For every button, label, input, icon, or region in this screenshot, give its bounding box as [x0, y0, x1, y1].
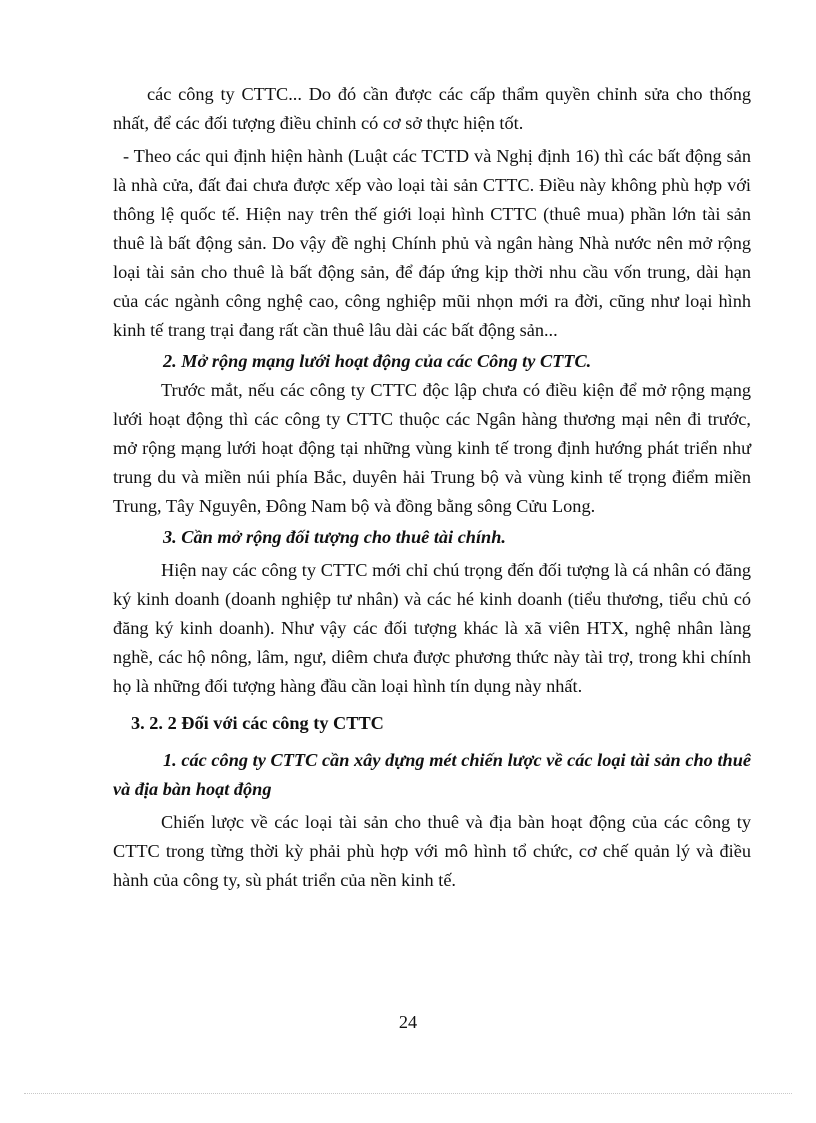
- page-body: [113, 80, 751, 895]
- paragraph-strategy: Chiến lược về các loại tài sản cho thuê và địa bàn hoạt động của các công ty CTTC trong từng thời kỳ phải phù hợp với mô hình tổ chức, cơ chế quản lý và điều hành của công ty, sù phát triển của nền kinh tế.: [113, 812, 751, 890]
- page-bottom-divider: [24, 1093, 792, 1094]
- paragraph-real-estate-proposal: - Theo các qui định hiện hành (Luật các TCTD và Nghị định 16) thì các bất động sản là nhà cửa, đất đai chưa được xếp vào loại tài sản CTTC. Điều này không phù hợp với thông lệ quốc tế. Hiện nay trên thế giới loại hình CTTC (thuê mua) phần lớn tài sản thuê là bất động sản. Do vậy đề nghị Chính phủ và ngân hàng Nhà nước nên mở rộng loại tài sản cho thuê là bất động sản, để đáp ứng kịp thời nhu cầu vốn trung, dài hạn của các ngành công nghệ cao, công nghiệp mũi nhọn mới ra đời, cũng như loại hình kinh tế trang trại đang rất cần thuê lâu dài các bất động sản...: [113, 146, 751, 340]
- paragraph-continuation: các công ty CTTC... Do đó cần được các cấp thẩm quyền chỉnh sửa cho thống nhất, để các đối tượng điều chỉnh có cơ sở thực hiện tốt.: [113, 84, 751, 133]
- heading-expand-lessees: 3. Cần mở rộng đối tượng cho thuê tài chính.: [163, 527, 506, 547]
- heading-strategy: 1. các công ty CTTC cần xây dựng mét chiến lược về các loại tài sản cho thuê và địa bàn hoạt động: [113, 750, 751, 799]
- paragraph-expand-network: Trước mắt, nếu các công ty CTTC độc lập chưa có điều kiện để mở rộng mạng lưới hoạt động thì các công ty CTTC thuộc các Ngân hàng thương mại nên đi trước, mở rộng mạng lưới hoạt động tại những vùng kinh tế trong định hướng phát triển như trung du và miền núi phía Bắc, duyên hải Trung bộ và vùng kinh tế trọng điểm miền Trung, Tây Nguyên, Đông Nam bộ và đồng bằng sông Cửu Long.: [113, 380, 751, 516]
- section-heading-3-2-2: 3. 2. 2 Đối với các công ty CTTC: [131, 713, 384, 733]
- paragraph-expand-lessees: Hiện nay các công ty CTTC mới chỉ chú trọng đến đối tượng là cá nhân có đăng ký kinh doanh (doanh nghiệp tư nhân) và các hé kinh doanh (tiểu thương, tiểu chủ có đăng ký kinh doanh). Như vậy các đối tượng khác là xã viên HTX, nghệ nhân làng nghề, các hộ nông, lâm, ngư, diêm chưa được phương thức này tài trợ, trong khi chính họ là những đối tượng hàng đầu cần loại hình tín dụng này nhất.: [113, 560, 751, 696]
- heading-expand-network: 2. Mở rộng mạng lưới hoạt động của các Công ty CTTC.: [163, 351, 592, 371]
- page-number: 24: [398, 1012, 418, 1032]
